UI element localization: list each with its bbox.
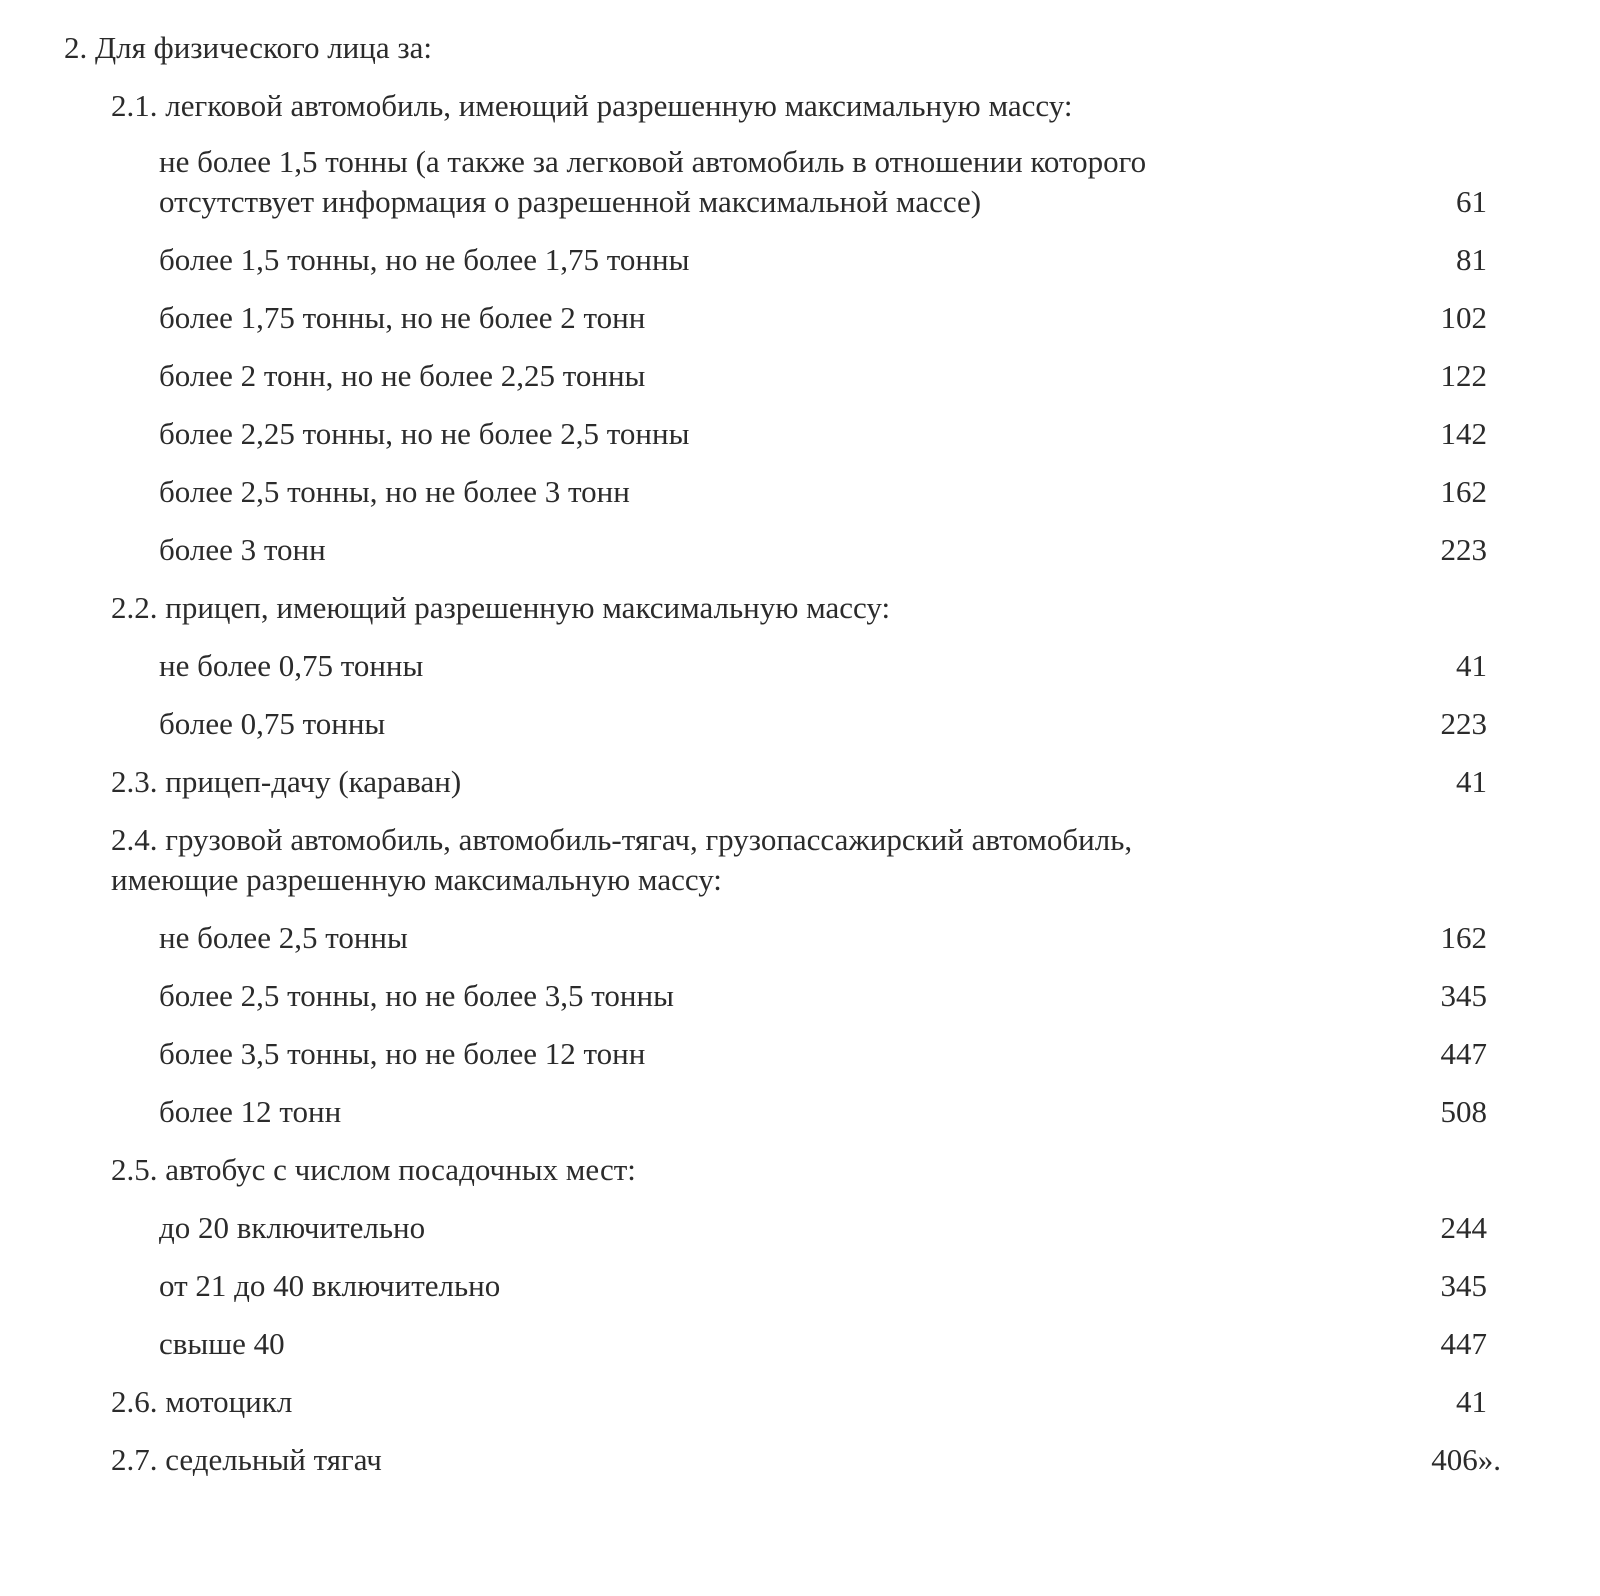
item-label-2-5-3: свыше 40 bbox=[159, 1326, 285, 1361]
item-label-2-5-2: от 21 до 40 включительно bbox=[159, 1268, 501, 1303]
item-value-2-4-3: 447 bbox=[1440, 1036, 1487, 1071]
item-value-2-3: 41 bbox=[1456, 764, 1487, 799]
item-value-2-4-4: 508 bbox=[1440, 1094, 1487, 1129]
subsection-title-2-6: 2.6. мотоцикл bbox=[111, 1384, 293, 1419]
item-value-2-6: 41 bbox=[1456, 1384, 1487, 1419]
item-value-2-1-1: 61 bbox=[1456, 184, 1487, 219]
item-label-2-4-4: более 12 тонн bbox=[159, 1094, 342, 1129]
item-label-2-1-1-line1: не более 1,5 тонны (а также за легковой автомобиль в отношении которого bbox=[159, 144, 1147, 179]
item-value-2-1-5: 142 bbox=[1440, 416, 1487, 451]
item-value-2-5-3: 447 bbox=[1440, 1326, 1487, 1361]
subsection-title-2-1: 2.1. легковой автомобиль, имеющий разрешенную максимальную массу: bbox=[111, 88, 1073, 123]
item-label-2-2-1: не более 0,75 тонны bbox=[159, 648, 424, 683]
subsection-title-2-3: 2.3. прицеп-дачу (караван) bbox=[111, 764, 462, 799]
item-label-2-5-1: до 20 включительно bbox=[159, 1210, 426, 1245]
item-label-2-2-2: более 0,75 тонны bbox=[159, 706, 386, 741]
item-value-2-5-1: 244 bbox=[1440, 1210, 1487, 1245]
item-label-2-1-6: более 2,5 тонны, но не более 3 тонн bbox=[159, 474, 630, 509]
item-label-2-1-1-line2: отсутствует информация о разрешенной максимальной массе) bbox=[159, 184, 982, 219]
item-label-2-1-3: более 1,75 тонны, но не более 2 тонн bbox=[159, 300, 646, 335]
item-label-2-4-2: более 2,5 тонны, но не более 3,5 тонны bbox=[159, 978, 674, 1013]
subsection-title-2-5: 2.5. автобус с числом посадочных мест: bbox=[111, 1152, 636, 1187]
item-value-2-2-1: 41 bbox=[1456, 648, 1487, 683]
item-value-2-7: 406». bbox=[1431, 1442, 1501, 1477]
item-value-2-4-1: 162 bbox=[1440, 920, 1487, 955]
item-value-2-1-3: 102 bbox=[1440, 300, 1487, 335]
item-value-2-1-7: 223 bbox=[1440, 532, 1487, 567]
item-value-2-4-2: 345 bbox=[1440, 978, 1487, 1013]
item-value-2-1-4: 122 bbox=[1440, 358, 1487, 393]
section-heading: 2. Для физического лица за: bbox=[64, 30, 432, 65]
subsection-title-2-4-line1: 2.4. грузовой автомобиль, автомобиль-тягач, грузопассажирский автомобиль, bbox=[111, 822, 1133, 857]
item-label-2-1-5: более 2,25 тонны, но не более 2,5 тонны bbox=[159, 416, 690, 451]
item-value-2-5-2: 345 bbox=[1440, 1268, 1487, 1303]
item-label-2-1-4: более 2 тонн, но не более 2,25 тонны bbox=[159, 358, 646, 393]
item-value-2-1-6: 162 bbox=[1440, 474, 1487, 509]
item-label-2-4-1: не более 2,5 тонны bbox=[159, 920, 408, 955]
item-label-2-1-2: более 1,5 тонны, но не более 1,75 тонны bbox=[159, 242, 690, 277]
item-value-2-1-2: 81 bbox=[1456, 242, 1487, 277]
item-value-2-2-2: 223 bbox=[1440, 706, 1487, 741]
item-label-2-4-3: более 3,5 тонны, но не более 12 тонн bbox=[159, 1036, 646, 1071]
item-label-2-1-7: более 3 тонн bbox=[159, 532, 326, 567]
subsection-title-2-2: 2.2. прицеп, имеющий разрешенную максимальную массу: bbox=[111, 590, 891, 625]
subsection-title-2-4-line2: имеющие разрешенную максимальную массу: bbox=[111, 862, 722, 897]
subsection-title-2-7: 2.7. седельный тягач bbox=[111, 1442, 382, 1477]
